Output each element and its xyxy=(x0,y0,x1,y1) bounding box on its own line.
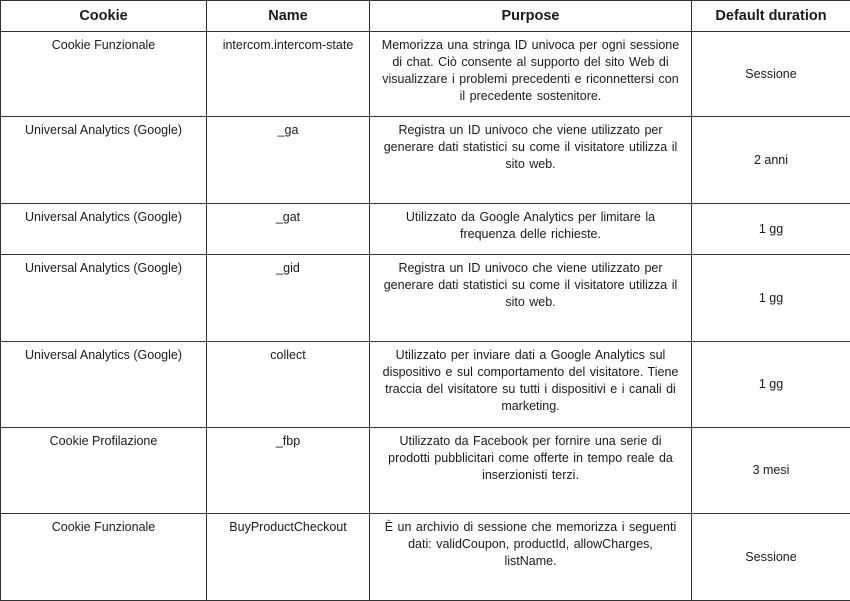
cell-name: _gid xyxy=(207,255,370,342)
table-header xyxy=(1,1,850,32)
cell-purpose: Utilizzato per inviare dati a Google Analytics sul dispositivo e sul comportamento del visitatore. Tiene traccia del visitatore su tutti i dispositivi e i canali di marketing. xyxy=(370,342,692,428)
cell-duration: 2 anni xyxy=(692,117,850,204)
table-row xyxy=(1,255,850,342)
cell-duration: 1 gg xyxy=(692,255,850,342)
cell-name: _ga xyxy=(207,117,370,204)
table-row xyxy=(1,204,850,255)
cell-name: BuyProductCheckout xyxy=(207,514,370,601)
header-cookie: Cookie xyxy=(1,1,207,32)
cell-cookie: Universal Analytics (Google) xyxy=(1,255,207,342)
table-body xyxy=(1,32,850,601)
cell-duration: 1 gg xyxy=(692,204,850,255)
cell-duration: 1 gg xyxy=(692,342,850,428)
cell-cookie: Universal Analytics (Google) xyxy=(1,342,207,428)
cell-name: _gat xyxy=(207,204,370,255)
cell-name: _fbp xyxy=(207,428,370,514)
table-row xyxy=(1,342,850,428)
cell-cookie: Cookie Profilazione xyxy=(1,428,207,514)
table-row xyxy=(1,514,850,601)
cell-purpose: Registra un ID univoco che viene utilizzato per generare dati statistici su come il visitatore utilizza il sito web. xyxy=(370,117,692,204)
header-name: Name xyxy=(207,1,370,32)
cell-duration: Sessione xyxy=(692,32,850,117)
cell-purpose: È un archivio di sessione che memorizza i seguenti dati: validCoupon, productId, allowCharges, listName. xyxy=(370,514,692,601)
cell-cookie: Universal Analytics (Google) xyxy=(1,117,207,204)
header-purpose: Purpose xyxy=(370,1,692,32)
cell-purpose: Registra un ID univoco che viene utilizzato per generare dati statistici su come il visitatore utilizza il sito web. xyxy=(370,255,692,342)
table-row xyxy=(1,32,850,117)
header-row xyxy=(1,1,850,32)
cell-cookie: Universal Analytics (Google) xyxy=(1,204,207,255)
cell-purpose: Utilizzato da Facebook per fornire una serie di prodotti pubblicitari come offerte in tempo reale da inserzionisti terzi. xyxy=(370,428,692,514)
table-row xyxy=(1,428,850,514)
header-default-duration: Default duration xyxy=(692,1,850,32)
cell-cookie: Cookie Funzionale xyxy=(1,32,207,117)
cell-cookie: Cookie Funzionale xyxy=(1,514,207,601)
cell-purpose: Memorizza una stringa ID univoca per ogni sessione di chat. Ciò consente al supporto del sito Web di visualizzare i problemi precedenti e riconnettersi con il precedente sostenitore. xyxy=(370,32,692,117)
cell-duration: Sessione xyxy=(692,514,850,601)
cell-purpose: Utilizzato da Google Analytics per limitare la frequenza delle richieste. xyxy=(370,204,692,255)
cell-duration: 3 mesi xyxy=(692,428,850,514)
cell-name: intercom.intercom-state xyxy=(207,32,370,117)
table-row xyxy=(1,117,850,204)
cell-name: collect xyxy=(207,342,370,428)
